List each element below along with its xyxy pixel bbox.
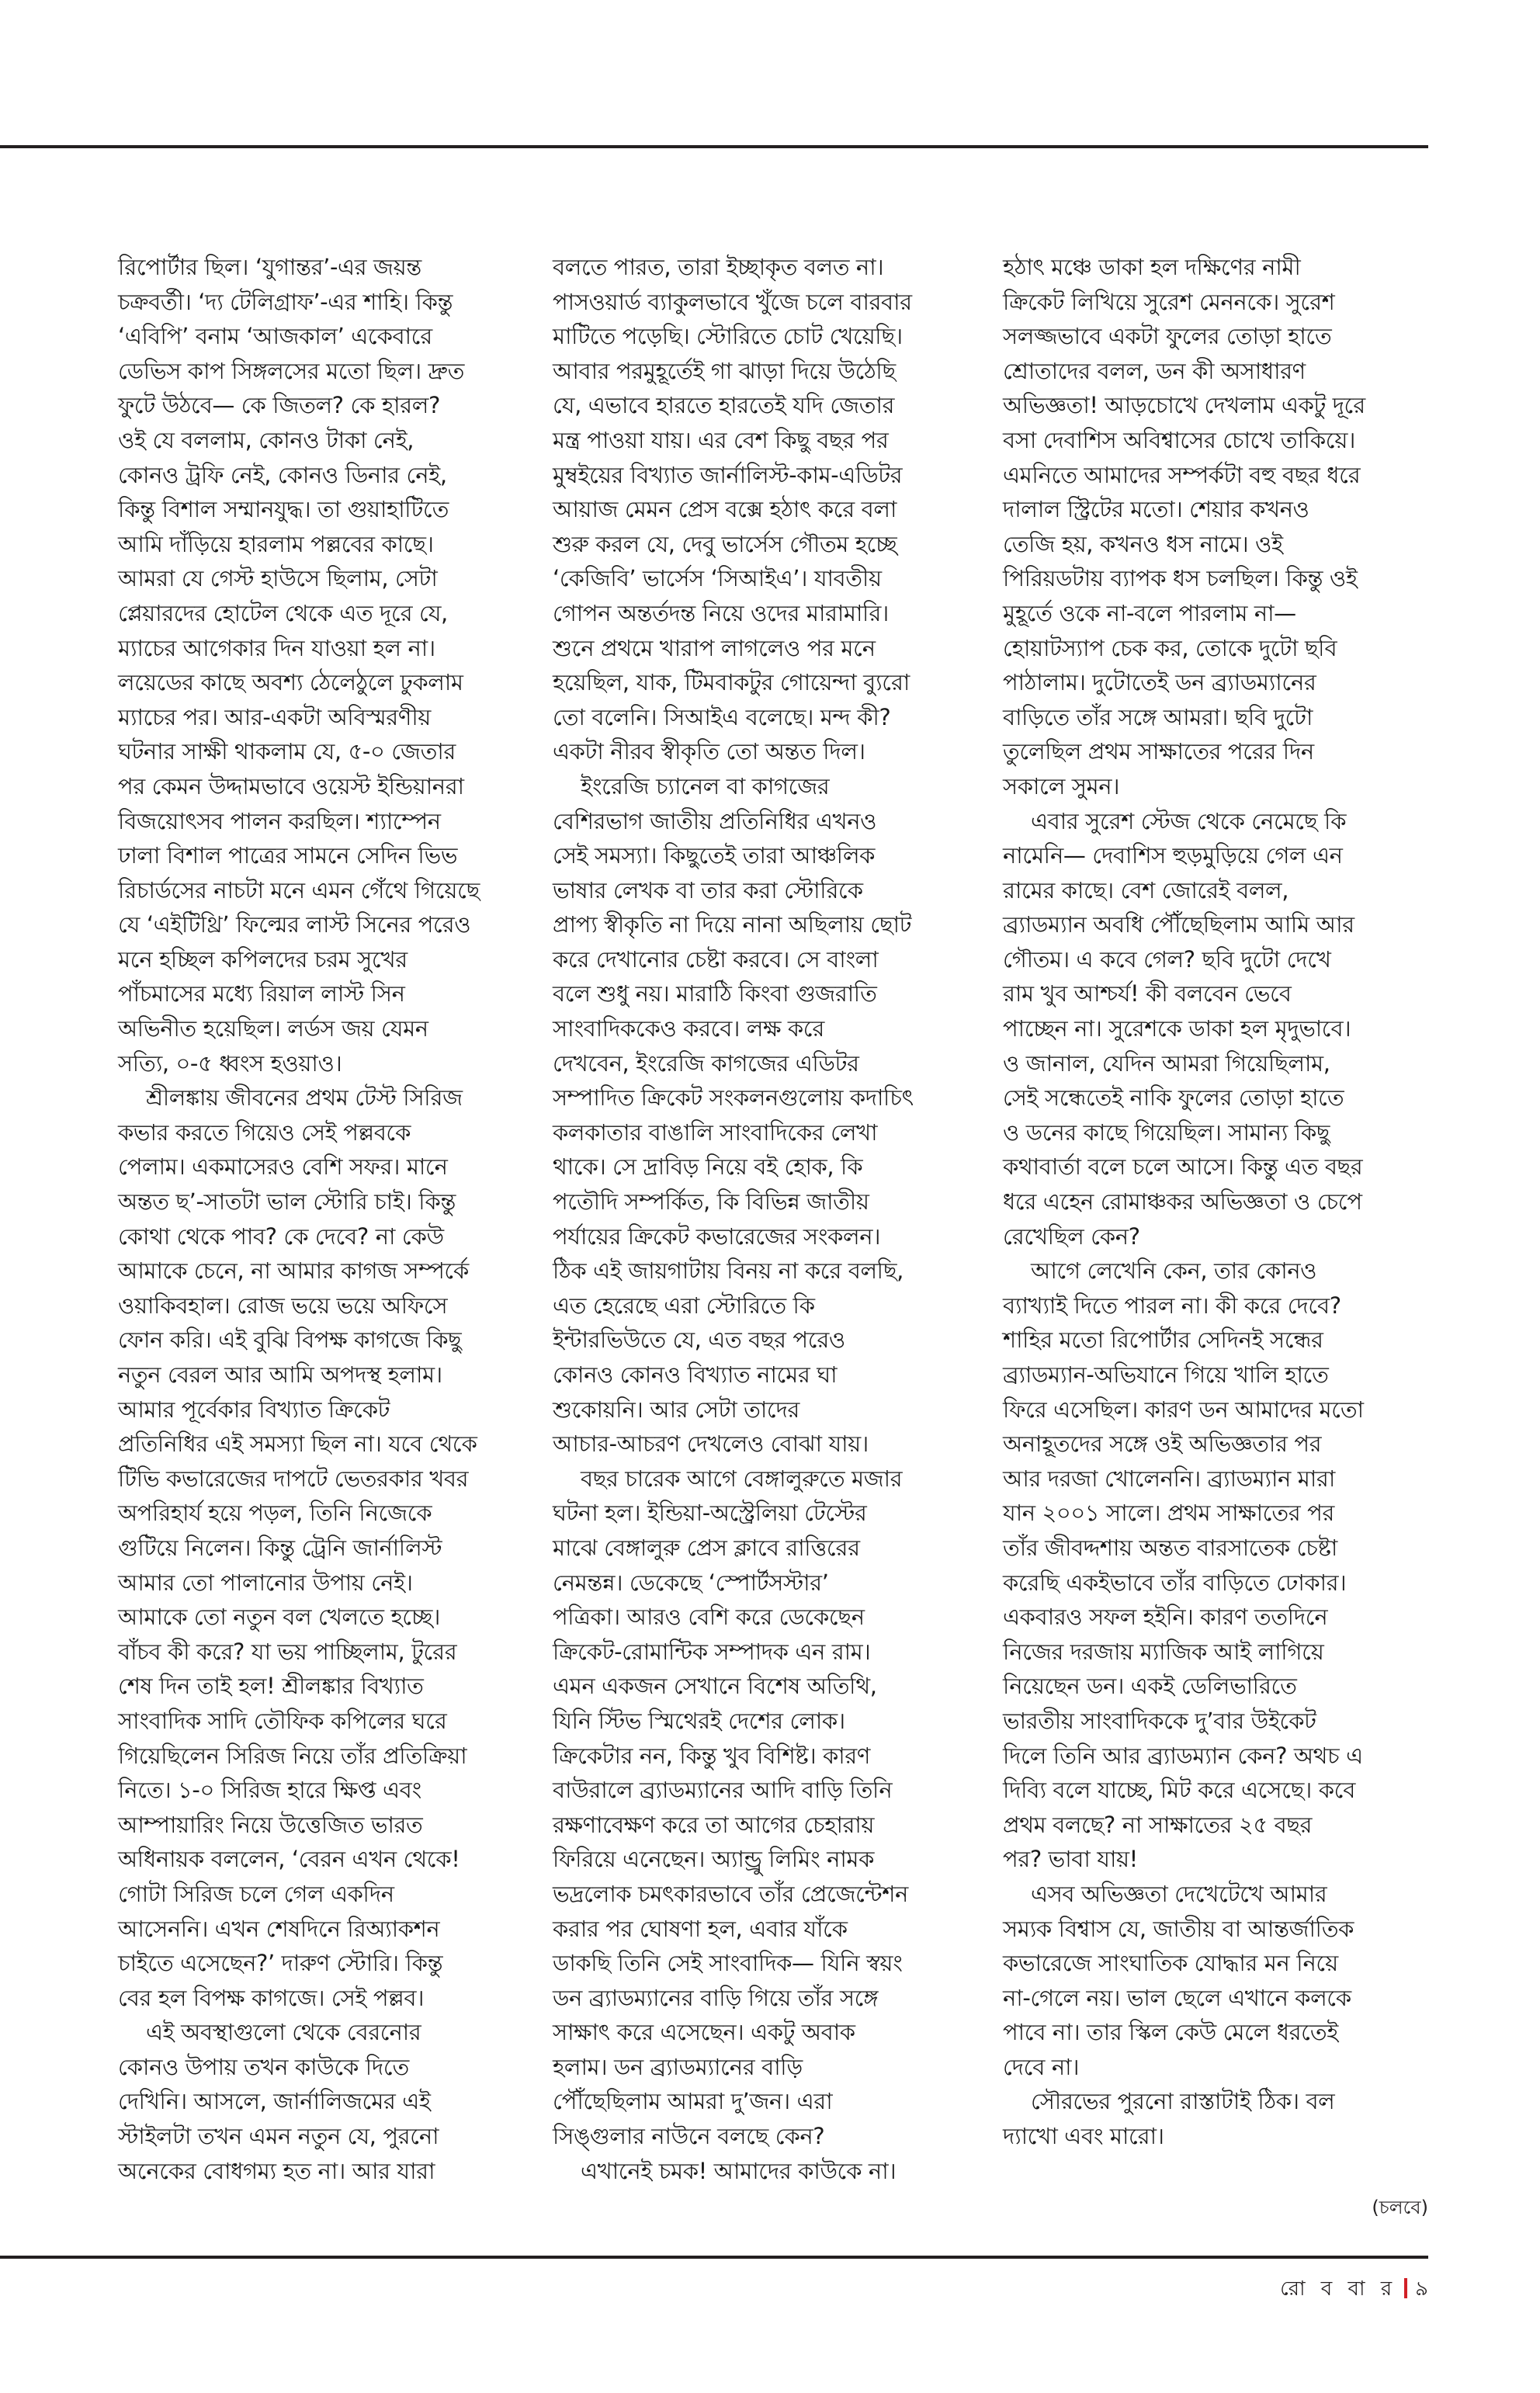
article-line: আসেননি। এখন শেষদিনে রিঅ্যাকশন [118, 1915, 440, 1942]
article-line: মন্ত্র পাওয়া যায়। এর বেশ কিছু বছর পর [553, 426, 889, 453]
article-line: ব্যাখ্যাই দিতে পারল না। কী করে দেবে? [1003, 1292, 1341, 1319]
article-line: ডন ব্র্যাডম্যানের বাড়ি গিয়ে তাঁর সঙ্গে [553, 1984, 879, 2011]
article-line: ‘কেজিবি’ ভার্সেস ‘সিআইএ’। যাবতীয় [553, 565, 882, 592]
article-line: আমাকে চেনে, না আমার কাগজ সম্পর্কে [118, 1257, 469, 1285]
article-line: এসব অভিজ্ঞতা দেখেটেখে আমার [1031, 1880, 1327, 1907]
article-line: লয়েডের কাছে অবশ্য ঠেলেঠুলে ঢুকলাম [118, 669, 463, 696]
article-line: পর্যায়ের ক্রিকেট কভারেজের সংকলন। [553, 1223, 881, 1250]
article-line: চক্রবর্তী। ‘দ্য টেলিগ্রাফ’-এর শাহি। কিন্তু [118, 288, 453, 315]
article-line: ইন্টারভিউতে যে, এত বছর পরেও [553, 1327, 845, 1354]
article-line: পতৌদি সম্পর্কিত, কি বিভিন্ন জাতীয় [553, 1188, 869, 1216]
article-line: গোপন অন্তর্তদন্ত নিয়ে ওদের মারামারি। [553, 599, 889, 626]
article-line: দ্যাখো এবং মারো। [1003, 2123, 1164, 2150]
article-line: ঘটনা হল। ইন্ডিয়া-অস্ট্রেলিয়া টেস্টের [553, 1500, 867, 1527]
article-line: ক্রিকেট-রোমান্টিক সম্পাদক এন রাম। [553, 1638, 871, 1665]
article-line: এমনিতে আমাদের সম্পর্কটা বহু বছর ধরে [1003, 461, 1361, 488]
article-line: বসা দেবাশিস অবিশ্বাসের চোখে তাকিয়ে। [1003, 426, 1356, 453]
article-line: পর? ভাবা যায়! [1003, 1846, 1138, 1873]
article-line: নিতে। ১-০ সিরিজ হারে ক্ষিপ্ত এবং [118, 1777, 421, 1804]
article-line: মাঝে বেঙ্গালুরু প্রেস ক্লাবে রাত্তিরের [553, 1534, 860, 1561]
article-line: আমরা যে গেস্ট হাউসে ছিলাম, সেটা [118, 565, 438, 592]
article-line: তেজি হয়, কখনও ধস নামে। ওই [1003, 530, 1283, 557]
article-line: শুকোয়নি। আর সেটা তাদের [553, 1396, 799, 1423]
article-line: পেলাম। একমাসেরও বেশি সফর। মানে [118, 1153, 448, 1181]
article-line: ভারতীয় সাংবাদিককে দু’বার উইকেট [1003, 1707, 1316, 1734]
article-line: কলকাতার বাঙালি সাংবাদিকের লেখা [553, 1118, 878, 1146]
article-line: দিব্যি বলে যাচ্ছে, মিট করে এসেছে। কবে [1003, 1777, 1355, 1804]
article-line: সৌরভের পুরনো রাস্তাটাই ঠিক। বল [1031, 2088, 1335, 2115]
article-line: সলজ্জভাবে একটা ফুলের তোড়া হাতে [1003, 323, 1332, 350]
article-line: করে দেখানোর চেষ্টা করবে। সে বাংলা [553, 945, 879, 973]
article-line: আমার তো পালানোর উপায় নেই। [118, 1569, 413, 1596]
page-footer [1211, 2273, 1428, 2307]
article-line: বাউরালে ব্র্যাডম্যানের আদি বাড়ি তিনি [553, 1777, 893, 1804]
article-line: আর দরজা খোলেননি। ব্র্যাডম্যান মারা [1003, 1465, 1335, 1492]
article-line: গিয়েছিলেন সিরিজ নিয়ে তাঁর প্রতিক্রিয়া [118, 1742, 467, 1769]
article-line: দিলে তিনি আর ব্র্যাডম্যান কেন? অথচ এ [1003, 1742, 1363, 1769]
footer-separator [1404, 2278, 1407, 2298]
article-line: কোনও কোনও বিখ্যাত নামের ঘা [553, 1361, 838, 1388]
article-line: ওই যে বললাম, কোনও টাকা নেই, [118, 426, 414, 453]
article-line: কোনও ট্রফি নেই, কোনও ডিনার নেই, [118, 461, 447, 488]
article-line: পাঁচমাসের মধ্যে রিয়াল লাস্ট সিন [118, 980, 405, 1007]
article-line: ফিরে এসেছিল। কারণ ডন আমাদের মতো [1003, 1396, 1364, 1423]
article-line: হলাম। ডন ব্র্যাডম্যানের বাড়ি [553, 2053, 803, 2080]
article-line: করার পর ঘোষণা হল, এবার যাঁকে [553, 1915, 848, 1942]
article-line: যে ‘এইটিথ্রি’ ফিল্মের লাস্ট সিনের পরেও [118, 911, 471, 938]
article-line: বের হল বিপক্ষ কাগজে। সেই পল্লব। [118, 1984, 425, 2011]
article-line: যে, এভাবে হারতে হারতেই যদি জেতার [553, 392, 895, 419]
article-line: সত্যি, ০-৫ ধ্বংস হওয়াও। [118, 1049, 342, 1077]
article-line: ক্রিকেট লিখিয়ে সুরেশ মেননকে। সুরেশ [1003, 288, 1335, 315]
article-line: প্রতিনিধির এই সমস্যা ছিল না। যবে থেকে [118, 1431, 477, 1458]
article-line: চাইতে এসেছেন?’ দারুণ স্টোরি। কিন্তু [118, 1950, 443, 1977]
article-line: কোথা থেকে পাব? কে দেবে? না কেউ [118, 1223, 444, 1250]
article-line: ব্র্যাডম্যান-অভিযানে গিয়ে খালি হাতে [1003, 1361, 1329, 1388]
article-line: শুরু করল যে, দেবু ভার্সেস গৌতম হচ্ছে [553, 530, 897, 557]
article-line: বেশিরভাগ জাতীয় প্রতিনিধির এখনও [553, 807, 877, 834]
article-line: অধিনায়ক বললেন, ‘বেরন এখন থেকে! [118, 1846, 460, 1873]
article-line: আয়াজ মেমন প্রেস বক্সে হঠাৎ করে বলা [553, 496, 897, 523]
article-line: পিরিয়ডটায় ব্যাপক ধস চলছিল। কিন্তু ওই [1003, 565, 1358, 592]
bottom-rule [0, 2256, 1428, 2259]
article-line: টিভি কভারেজের দাপটে ভেতরকার খবর [118, 1465, 469, 1492]
article-line: কোনও উপায় তখন কাউকে দিতে [118, 2053, 409, 2080]
article-line: এবার সুরেশ স্টেজ থেকে নেমেছে কি [1031, 807, 1347, 834]
article-line: রিপোর্টার ছিল। ‘যুগান্তর’-এর জয়ন্ত [118, 254, 421, 280]
article-line: ডাকছি তিনি সেই সাংবাদিক— যিনি স্বয়ং [553, 1950, 903, 1977]
article-line: বলতে পারত, তারা ইচ্ছাকৃত বলত না। [553, 254, 884, 280]
article-line: এত হেরেছে এরা স্টোরিতে কি [553, 1292, 815, 1319]
article-line: দালাল স্ট্রিটের মতো। শেয়ার কখনও [1003, 496, 1309, 523]
article-line: সেই সন্ধেতেই নাকি ফুলের তোড়া হাতে [1003, 1084, 1344, 1112]
article-column-1 [118, 250, 537, 2188]
article-line: অভিজ্ঞতা! আড়চোখে দেখলাম একটু দূরে [1003, 392, 1365, 419]
article-line: যিনি স্টিভ স্মিথেরই দেশের লোক। [553, 1707, 845, 1734]
article-line: এই অবস্থাগুলো থেকে বেরনোর [146, 2019, 421, 2046]
article-line: প্রাপ্য স্বীকৃতি না দিয়ে নানা অছিলায় ছোট [553, 911, 912, 938]
article-line: না-গেলে নয়। ভাল ছেলে এখানে কলকে [1003, 1984, 1351, 2011]
article-line: আম্পায়ারিং নিয়ে উত্তেজিত ভারত [118, 1811, 423, 1838]
article-line: মুম্বইয়ের বিখ্যাত জার্নালিস্ট-কাম-এডিটর [553, 461, 903, 488]
article-line: প্লেয়ারদের হোটেল থেকে এত দূরে যে, [118, 599, 448, 626]
article-line: সাংবাদিককেও করবে। লক্ষ করে [553, 1015, 824, 1042]
article-line: সাংবাদিক সাদি তৌফিক কপিলের ঘরে [118, 1707, 447, 1734]
article-line: দেবে না। [1003, 2053, 1080, 2080]
article-line: অনাহূতদের সঙ্গে ওই অভিজ্ঞতার পর [1003, 1431, 1322, 1458]
article-line: গোটা সিরিজ চলে গেল একদিন [118, 1880, 394, 1907]
article-line: কথাবার্তা বলে চলে আসে। কিন্তু এত বছর [1003, 1153, 1363, 1181]
article-column-3 [1003, 250, 1422, 2154]
article-line: ভদ্রলোক চমৎকারভাবে তাঁর প্রেজেন্টেশন [553, 1880, 908, 1907]
article-line: নেমন্তন্ন। ডেকেছে ‘স্পোর্টসস্টার’ [553, 1569, 829, 1596]
article-line: শেষ দিন তাই হল! শ্রীলঙ্কার বিখ্যাত [118, 1673, 424, 1700]
article-line: পৌঁছেছিলাম আমরা দু’জন। এরা [553, 2088, 833, 2115]
article-line: ও ডনের কাছে গিয়েছিল। সামান্য কিছু [1003, 1118, 1330, 1146]
continued-label: (চলবে) [1372, 2197, 1428, 2218]
article-line: সকালে সুমন। [1003, 772, 1120, 799]
article-line: ধরে এহেন রোমাঞ্চকর অভিজ্ঞতা ও চেপে [1003, 1188, 1362, 1216]
article-line: গৌতম। এ কবে গেল? ছবি দুটো দেখে [1003, 945, 1331, 973]
article-line: একবারও সফল হইনি। কারণ ততদিনে [1003, 1604, 1328, 1631]
article-line: রিচার্ডসের নাচটা মনে এমন গেঁথে গিয়েছে [118, 876, 480, 903]
article-line: আগে লেখেনি কেন, তার কোনও [1031, 1257, 1317, 1285]
article-line: ঢালা বিশাল পাত্রের সামনে সেদিন ভিভ [118, 842, 458, 869]
article-line: আমাকে তো নতুন বল খেলতে হচ্ছে। [118, 1604, 440, 1631]
article-line: শ্রীলঙ্কায় জীবনের প্রথম টেস্ট সিরিজ [146, 1084, 463, 1112]
article-line: সাক্ষাৎ করে এসেছেন। একটু অবাক [553, 2019, 855, 2046]
article-line: অন্তত ছ’-সাতটা ভাল স্টোরি চাই। কিন্তু [118, 1188, 456, 1216]
article-line: দেখবেন, ইংরেজি কাগজের এডিটর [553, 1049, 859, 1077]
page-number: ৯ [1415, 2277, 1428, 2301]
article-line: ফোন করি। এই বুঝি বিপক্ষ কাগজে কিছু [118, 1327, 462, 1354]
article-line: কভারেজে সাংঘাতিক যোদ্ধার মন নিয়ে [1003, 1950, 1338, 1977]
article-line: রক্ষণাবেক্ষণ করে তা আগের চেহারায় [553, 1811, 875, 1838]
article-line: শুনে প্রথমে খারাপ লাগলেও পর মনে [553, 634, 876, 661]
article-line: ওয়াকিবহাল। রোজ ভয়ে ভয়ে অফিসে [118, 1292, 448, 1319]
article-line: সিঙ্গুলার নাউনে বলছে কেন? [553, 2123, 825, 2150]
article-line: আবার পরমুহূর্তেই গা ঝাড়া দিয়ে উঠেছি [553, 357, 896, 384]
article-line: আচার-আচরণ দেখলেও বোঝা যায়। [553, 1431, 869, 1458]
article-line: সেই সমস্যা। কিছুতেই তারা আঞ্চলিক [553, 842, 876, 869]
article-line: স্টাইলটা তখন এমন নতুন যে, পুরনো [118, 2123, 439, 2150]
article-line: পত্রিকা। আরও বেশি করে ডেকেছেন [553, 1604, 865, 1631]
article-line: করেছি একইভাবে তাঁর বাড়িতে ঢোকার। [1003, 1569, 1347, 1596]
article-line: শ্রোতাদের বলল, ডন কী অসাধারণ [1003, 357, 1306, 384]
article-line: ফিরিয়ে এনেছেন। অ্যান্ড্রু লিমিং নামক [553, 1846, 875, 1873]
article-line: হয়েছিল, যাক, টিমবাকটুর গোয়েন্দা ব্যুরো [553, 669, 910, 696]
article-column-2 [553, 250, 972, 2188]
article-line: রামের কাছে। বেশ জোরেই বলল, [1003, 876, 1289, 903]
article-line: থাকে। সে দ্রাবিড় নিয়ে বই হোক, কি [553, 1153, 863, 1181]
article-line: প্রথম বলছে? না সাক্ষাতের ২৫ বছর [1003, 1811, 1313, 1838]
article-line: পাঠালাম। দুটোতেই ডন ব্র্যাডম্যানের [1003, 669, 1316, 696]
article-line: অপরিহার্য হয়ে পড়ল, তিনি নিজেকে [118, 1500, 432, 1527]
article-line: বাঁচব কী করে? যা ভয় পাচ্ছিলাম, টুরের [118, 1638, 457, 1665]
article-line: দেখিনি। আসলে, জার্নালিজমের এই [118, 2088, 431, 2115]
article-line: পাচ্ছেন না। সুরেশকে ডাকা হল মৃদুভাবে। [1003, 1015, 1351, 1042]
article-line: তুলেছিল প্রথম সাক্ষাতের পরের দিন [1003, 738, 1314, 765]
article-line: নামেনি— দেবাশিস হুড়মুড়িয়ে গেল এন [1003, 842, 1343, 869]
article-line: ঠিক এই জায়গাটায় বিনয় না করে বলছি, [553, 1257, 904, 1285]
article-line: আমার পূর্বেকার বিখ্যাত ক্রিকেট [118, 1396, 390, 1423]
article-line: ব্র্যাডম্যান অবধি পৌঁছেছিলাম আমি আর [1003, 911, 1354, 938]
article-line: হঠাৎ মঞ্চে ডাকা হল দক্ষিণের নামী [1003, 254, 1301, 280]
article-line: হোয়াটস্যাপ চেক কর, তোকে দুটো ছবি [1003, 634, 1337, 661]
article-line: ম্যাচের পর। আর-একটা অবিস্মরণীয় [118, 703, 431, 730]
article-line: বিজয়োৎসব পালন করছিল। শ্যাম্পেন [118, 807, 441, 834]
article-line: বাড়িতে তাঁর সঙ্গে আমরা। ছবি দুটো [1003, 703, 1313, 730]
article-line: ও জানাল, যেদিন আমরা গিয়েছিলাম, [1003, 1049, 1330, 1077]
article-line: ডেভিস কাপ সিঙ্গলসের মতো ছিল। দ্রুত [118, 357, 464, 384]
article-line: ম্যাচের আগেকার দিন যাওয়া হল না। [118, 634, 435, 661]
article-line: তো বলেনি। সিআইএ বলেছে। মন্দ কী? [553, 703, 891, 730]
article-line: আমি দাঁড়িয়ে হারলাম পল্লবের কাছে। [118, 530, 434, 557]
article-line: রাম খুব আশ্চর্য! কী বলবেন ভেবে [1003, 980, 1292, 1007]
article-line: মাটিতে পড়েছি। স্টোরিতে চোট খেয়েছি। [553, 323, 903, 350]
article-line: বলে শুধু নয়। মারাঠি কিংবা গুজরাতি [553, 980, 877, 1007]
article-line: পাসওয়ার্ড ব্যাকুলভাবে খুঁজে চলে বারবার [553, 288, 912, 315]
article-line: নিয়েছেন ডন। একই ডেলিভারিতে [1003, 1673, 1297, 1700]
article-line: পর কেমন উদ্দামভাবে ওয়েস্ট ইন্ডিয়ানরা [118, 772, 464, 799]
article-line: শাহির মতো রিপোর্টার সেদিনই সন্ধের [1003, 1327, 1323, 1354]
article-line: বছর চারেক আগে বেঙ্গালুরুতে মজার [581, 1465, 903, 1492]
article-line: কিন্তু বিশাল সম্মানযুদ্ধ। তা গুয়াহাটিতে [118, 496, 449, 523]
article-line: সম্যক বিশ্বাস যে, জাতীয় বা আন্তর্জাতিক [1003, 1915, 1354, 1942]
magazine-name: রো ব বা র [1280, 2277, 1397, 2301]
article-line: নিজের দরজায় ম্যাজিক আই লাগিয়ে [1003, 1638, 1324, 1665]
article-line: যান ২০০১ সালে। প্রথম সাক্ষাতের পর [1003, 1500, 1334, 1527]
article-line: ফুটে উঠবে— কে জিতল? কে হারল? [118, 392, 440, 419]
article-line: এখানেই চমক! আমাদের কাউকে না। [581, 2157, 897, 2184]
article-line: পাবে না। তার স্কিল কেউ মেলে ধরতেই [1003, 2019, 1338, 2046]
article-line: একটা নীরব স্বীকৃতি তো অন্তত দিল। [553, 738, 865, 765]
article-line: ‘এবিপি’ বনাম ‘আজকাল’ একেবারে [118, 323, 432, 350]
top-rule [0, 145, 1428, 148]
article-line: এমন একজন সেখানে বিশেষ অতিথি, [553, 1673, 877, 1700]
article-line: ইংরেজি চ্যানেল বা কাগজের [581, 772, 830, 799]
article-line: ভাষার লেখক বা তার করা স্টোরিকে [553, 876, 863, 903]
article-line: সম্পাদিত ক্রিকেট সংকলনগুলোয় কদাচিৎ [553, 1084, 914, 1112]
article-line: মনে হচ্ছিল কপিলদের চরম সুখের [118, 945, 408, 973]
article-line: অনেকের বোধগম্য হত না। আর যারা [118, 2157, 435, 2184]
article-line: রেখেছিল কেন? [1003, 1223, 1140, 1250]
article-line: অভিনীত হয়েছিল। লর্ডস জয় যেমন [118, 1015, 428, 1042]
article-line: তাঁর জীবদ্দশায় অন্তত বারসাতেক চেষ্টা [1003, 1534, 1337, 1561]
article-line: ক্রিকেটার নন, কিন্তু খুব বিশিষ্ট। কারণ [553, 1742, 870, 1769]
article-line: কভার করতে গিয়েও সেই পল্লবকে [118, 1118, 411, 1146]
article-line: গুটিয়ে নিলেন। কিন্তু ট্রেনি জার্নালিস্ট [118, 1534, 442, 1561]
article-line: মুহূর্তে ওকে না-বলে পারলাম না— [1003, 599, 1296, 626]
article-line: নতুন বেরল আর আমি অপদস্থ হলাম। [118, 1361, 442, 1388]
article-line: ঘটনার সাক্ষী থাকলাম যে, ৫-০ জেতার [118, 738, 456, 765]
